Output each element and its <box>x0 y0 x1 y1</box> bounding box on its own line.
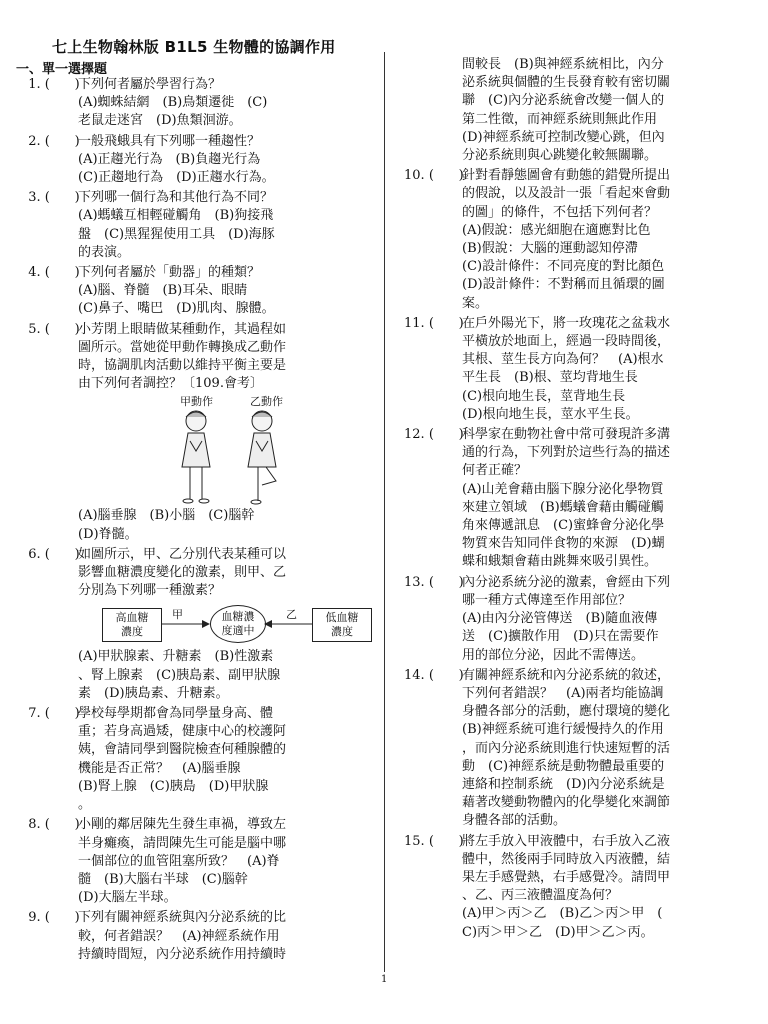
question-line: 持續時間短，內分泌系統作用持續時 <box>78 946 287 962</box>
left-column <box>20 76 359 966</box>
question-line: 何者正確？ <box>462 463 528 479</box>
question-options <box>78 507 356 543</box>
option-line: 素 (D)胰島素、升糖素。 <box>78 685 229 701</box>
question-line: 的假說，以及設計一張「看起來會動 <box>462 186 671 202</box>
question-line: 姨，會請同學到醫院檢查何種腺體的 <box>78 742 287 758</box>
question-10 <box>398 167 724 313</box>
question-body <box>462 426 724 572</box>
question-line: 一般飛蛾具有下列哪一種趨性？ <box>78 133 261 149</box>
figure-balance-poses <box>166 393 376 505</box>
question-body <box>462 56 724 165</box>
question-line: 平生長 (B)根、莖均背地生長 <box>462 370 638 386</box>
question-line: 身體各部分的活動，應付環境的變化 <box>462 704 671 720</box>
question-line: 。 <box>78 797 92 813</box>
question-number: 10. ( ) <box>404 168 464 184</box>
question-line: 盤 (C)黑猩猩使用工具 (D)海豚 <box>78 226 275 242</box>
question-line: 分別為下列哪一種激素？ <box>78 583 222 599</box>
question-number: 12. ( ) <box>404 427 464 443</box>
question-15 <box>398 833 724 942</box>
question-body <box>462 315 724 424</box>
question-line: (B)假說：大腦的運動認知停滯 <box>462 241 638 257</box>
question-body <box>462 833 724 942</box>
question-number-text: 2. <box>28 133 41 149</box>
question-line: 小剛的鄰居陳先生發生車禍，導致左 <box>78 817 287 833</box>
question-cont <box>398 56 724 165</box>
question-number-text: 1. <box>28 77 41 92</box>
question-line: 下列哪一個行為和其他行為不同？ <box>78 190 274 206</box>
question-number-text: 15. <box>404 833 425 849</box>
question-body <box>78 321 356 506</box>
question-line: 針對看靜態圖會有動態的錯覺所提出 <box>462 168 671 184</box>
question-line: ，而內分泌系統則進行快速短暫的活 <box>462 740 671 756</box>
question-line: 身體各部的活動。 <box>462 813 567 829</box>
question-line: 的表演。 <box>78 244 131 260</box>
question-number: 2. ( ) <box>28 133 80 149</box>
arrow-label-b: 乙 <box>286 608 297 622</box>
question-line: 第二性徵，而神經系統則無此作用 <box>462 111 658 127</box>
question-line: 的圖」的條件，不包括下列何者？ <box>462 204 658 220</box>
question-line: (D)大腦左半球。 <box>78 890 177 906</box>
question-line: 用的部位分泌，因此不需傳送。 <box>462 647 645 663</box>
question-number-text: 3. <box>28 190 41 206</box>
question-11 <box>398 315 724 424</box>
question-line: 學校每學期都會為同學量身高、體 <box>78 706 274 722</box>
question-line: 平橫放於地面上，經過一段時間後， <box>462 334 671 350</box>
question-line: 物質來告知同伴食物的來源 (D)蝴 <box>462 536 665 552</box>
question-line: (A)正趨光行為 (B)負趨光行為 <box>78 151 261 167</box>
question-body <box>78 264 356 319</box>
figure-holder <box>100 604 359 644</box>
question-body <box>78 133 356 188</box>
question-line: 內分泌系統分泌的激素，會經由下列 <box>462 574 671 590</box>
right-column <box>398 56 724 944</box>
low-sugar-box <box>312 608 372 642</box>
question-line: 角來傳遞訊息 (C)蜜蜂會分泌化學 <box>462 518 665 534</box>
question-5 <box>20 321 356 544</box>
low-sugar-text-2: 濃度 <box>331 625 353 639</box>
question-line: 半身癱瘓，請問陳先生可能是腦中哪 <box>78 835 287 851</box>
question-line: 影響血糖濃度變化的激素，則甲、乙 <box>78 565 287 581</box>
question-line: 聯 (C)內分泌系統會改變一個人的 <box>462 93 665 109</box>
question-line: 果左手感覺熱，右手感覺冷。請問甲 <box>462 869 671 885</box>
question-line: 如圖所示，甲、乙分別代表某種可以 <box>78 546 287 562</box>
question-number-text: 11. <box>404 315 425 331</box>
question-line: 重；若身高過矮，健康中心的校護阿 <box>78 724 287 740</box>
question-body <box>78 189 356 262</box>
question-line: 分泌系統則與心跳變化較無關聯。 <box>462 148 658 164</box>
question-number-text: 5. <box>28 321 41 337</box>
question-number-text: 9. <box>28 910 41 926</box>
question-number: 6. ( ) <box>28 546 80 562</box>
question-body <box>462 574 724 665</box>
question-number: 3. ( ) <box>28 190 80 206</box>
option-line: (A)腦垂腺 (B)小腦 (C)腦幹 <box>78 508 255 524</box>
question-line: (C)根向地生長，莖背地生長 <box>462 388 626 404</box>
question-line: 將左手放入甲液體中，右手放入乙液 <box>462 833 671 849</box>
question-body <box>78 76 356 131</box>
option-line: (D)脊髓。 <box>78 526 138 542</box>
question-body <box>462 667 724 831</box>
question-line: (A)由內分泌管傳送 (B)隨血液傳 <box>462 611 658 627</box>
question-line: (A)蜘蛛結網 (B)鳥類遷徙 (C) <box>78 95 268 111</box>
high-sugar-text-1: 高血糖 <box>115 611 149 625</box>
question-line: 在戶外陽光下，將一玫瑰花之盆栽水 <box>462 315 671 331</box>
question-number-text: 8. <box>28 817 41 833</box>
question-line: (A)螞蟻互相輕碰觸角 (B)狗接飛 <box>78 208 274 224</box>
question-line: 案。 <box>462 295 489 311</box>
question-line: 老鼠走迷宮 (D)魚類洄游。 <box>78 113 242 129</box>
question-number: 15. ( ) <box>404 833 464 849</box>
question-line: 間較長 (B)與神經系統相比，內分 <box>462 57 664 72</box>
question-7 <box>20 705 356 814</box>
high-sugar-text-2: 濃度 <box>121 625 143 639</box>
question-number: 1. ( ) <box>28 77 80 92</box>
question-line: 動 (C)神經系統是動物體最重要的 <box>462 758 665 774</box>
question-body <box>78 816 356 907</box>
question-number-text: 4. <box>28 265 41 281</box>
question-2 <box>20 133 356 188</box>
question-line: (A)腦、脊髓 (B)耳朵、眼睛 <box>78 283 248 299</box>
question-line: (A)甲＞丙＞乙 (B)乙＞丙＞甲 ( <box>462 906 663 922</box>
page-number: 1 <box>381 974 388 985</box>
question-4 <box>20 264 356 319</box>
question-line: 體中，然後兩手同時放入丙液體，結 <box>462 851 671 867</box>
page-title: 七上生物翰林版 B1L5 生物體的協調作用 <box>52 38 336 56</box>
question-body <box>78 909 356 964</box>
figure-blood-sugar-diagram <box>100 604 378 644</box>
question-line: 科學家在動物社會中常可發現許多溝 <box>462 427 671 443</box>
question-line: 下列何者錯誤？ (A)兩者均能協調 <box>462 685 664 701</box>
question-line: 哪一種方式傳達至作用部位？ <box>462 592 632 608</box>
question-number: 5. ( ) <box>28 321 80 337</box>
question-line: (A)山羌會藉由腦下腺分泌化學物質 <box>462 481 664 497</box>
arrow-label-a: 甲 <box>172 608 183 622</box>
question-options <box>78 648 356 703</box>
question-line: 下列何者屬於學習行為？ <box>78 77 222 92</box>
question-line: 髓 (B)大腦右半球 (C)腦幹 <box>78 871 248 887</box>
question-number: 4. ( ) <box>28 265 80 281</box>
question-number-text: 13. <box>404 574 425 590</box>
question-line: 有關神經系統和內分泌系統的敘述， <box>462 667 671 683</box>
normal-sugar-text-1: 血糖濃 <box>221 610 255 624</box>
low-sugar-text-1: 低血糖 <box>325 611 359 625</box>
figure-label-a: 甲動作 <box>180 395 213 409</box>
question-number-text: 7. <box>28 706 41 722</box>
question-line: 由下列何者調控？〔109.會考〕 <box>78 376 263 392</box>
question-line: 下列有關神經系統與內分泌系統的比 <box>78 910 287 926</box>
question-1 <box>20 76 356 131</box>
question-line: 一個部位的血管阻塞所致？ (A)脊 <box>78 853 280 869</box>
question-line: 圖所示。當她從甲動作轉換成乙動作 <box>78 339 287 355</box>
question-14 <box>398 667 724 831</box>
question-line: (C)正趨地行為 (D)正趨水行為。 <box>78 170 275 186</box>
question-body <box>78 705 356 814</box>
question-body <box>78 546 356 601</box>
normal-sugar-text-2: 度適中 <box>221 624 255 638</box>
figure-label-b: 乙動作 <box>250 395 283 409</box>
question-number: 13. ( ) <box>404 574 464 590</box>
question-line: 小芳閉上眼睛做某種動作，其過程如 <box>78 321 287 337</box>
question-number: 11. ( ) <box>404 315 464 331</box>
question-line: (D)神經系統可控制改變心跳，但內 <box>462 129 665 145</box>
girl-pose-illustration <box>166 407 306 505</box>
question-13 <box>398 574 724 665</box>
question-line: (D)設計條件：不對稱而且循環的圖 <box>462 277 665 293</box>
question-line: 較，何者錯誤？ (A)神經系統作用 <box>78 928 280 944</box>
question-number: 9. ( ) <box>28 910 80 926</box>
question-line: (C)鼻子、嘴巴 (D)肌肉、腺體。 <box>78 301 275 317</box>
question-number: 8. ( ) <box>28 817 80 833</box>
question-number-text: 6. <box>28 546 41 562</box>
question-line: 通的行為，下列對於這些行為的描述 <box>462 445 671 461</box>
question-line: (C)設計條件：不同亮度的對比顏色 <box>462 259 665 275</box>
question-line: 蝶和蛾類會藉由跳舞來吸引異性。 <box>462 554 658 570</box>
normal-sugar-ellipse <box>210 605 266 643</box>
question-3 <box>20 189 356 262</box>
question-line: 時，協調肌肉活動以維持平衡主要是 <box>78 358 287 374</box>
question-line: (D)根向地生長，莖水平生長。 <box>462 406 639 422</box>
question-body <box>462 167 724 313</box>
question-line: (A)假說：感光細胞在適應對比色 <box>462 222 651 238</box>
question-line: (B)神經系統可進行緩慢持久的作用 <box>462 722 664 738</box>
question-line: 藉著改變動物體內的化學變化來調節 <box>462 795 671 811</box>
option-line: 、腎上腺素 (C)胰島素、副甲狀腺 <box>78 667 281 683</box>
question-12 <box>398 426 724 572</box>
question-9 <box>20 909 356 964</box>
question-line: 連絡和控制系統 (D)內分泌系統是 <box>462 776 665 792</box>
question-number-text: 12. <box>404 427 425 443</box>
question-number-text: 14. <box>404 667 425 683</box>
question-line: 其根、莖生長方向為何？ (A)根水 <box>462 352 664 368</box>
question-number: 14. ( ) <box>404 667 464 683</box>
question-line: 來建立領域 (B)螞蟻會藉由觸碰觸 <box>462 499 664 515</box>
question-line: 、乙、丙三液體溫度為何？ <box>462 888 619 904</box>
question-line: C)丙＞甲＞乙 (D)甲＞乙＞丙。 <box>462 924 654 940</box>
section-heading: 一、單一選擇題 <box>16 62 108 77</box>
question-number-text: 10. <box>404 168 425 184</box>
question-line: 送 (C)擴散作用 (D)只在需要作 <box>462 629 659 645</box>
question-6 <box>20 546 359 703</box>
option-line: (A)甲狀腺素、升糖素 (B)性激素 <box>78 649 274 665</box>
question-line: 機能是否正常？ (A)腦垂腺 <box>78 760 241 776</box>
question-line: 泌系統與個體的生長發育較有密切關 <box>462 75 671 91</box>
question-line: (B)腎上腺 (C)胰島 (D)甲狀腺 <box>78 778 269 794</box>
question-line: 下列何者屬於「動器」的種類？ <box>78 265 261 281</box>
column-divider <box>384 52 385 972</box>
question-8 <box>20 816 356 907</box>
question-number: 7. ( ) <box>28 706 80 722</box>
